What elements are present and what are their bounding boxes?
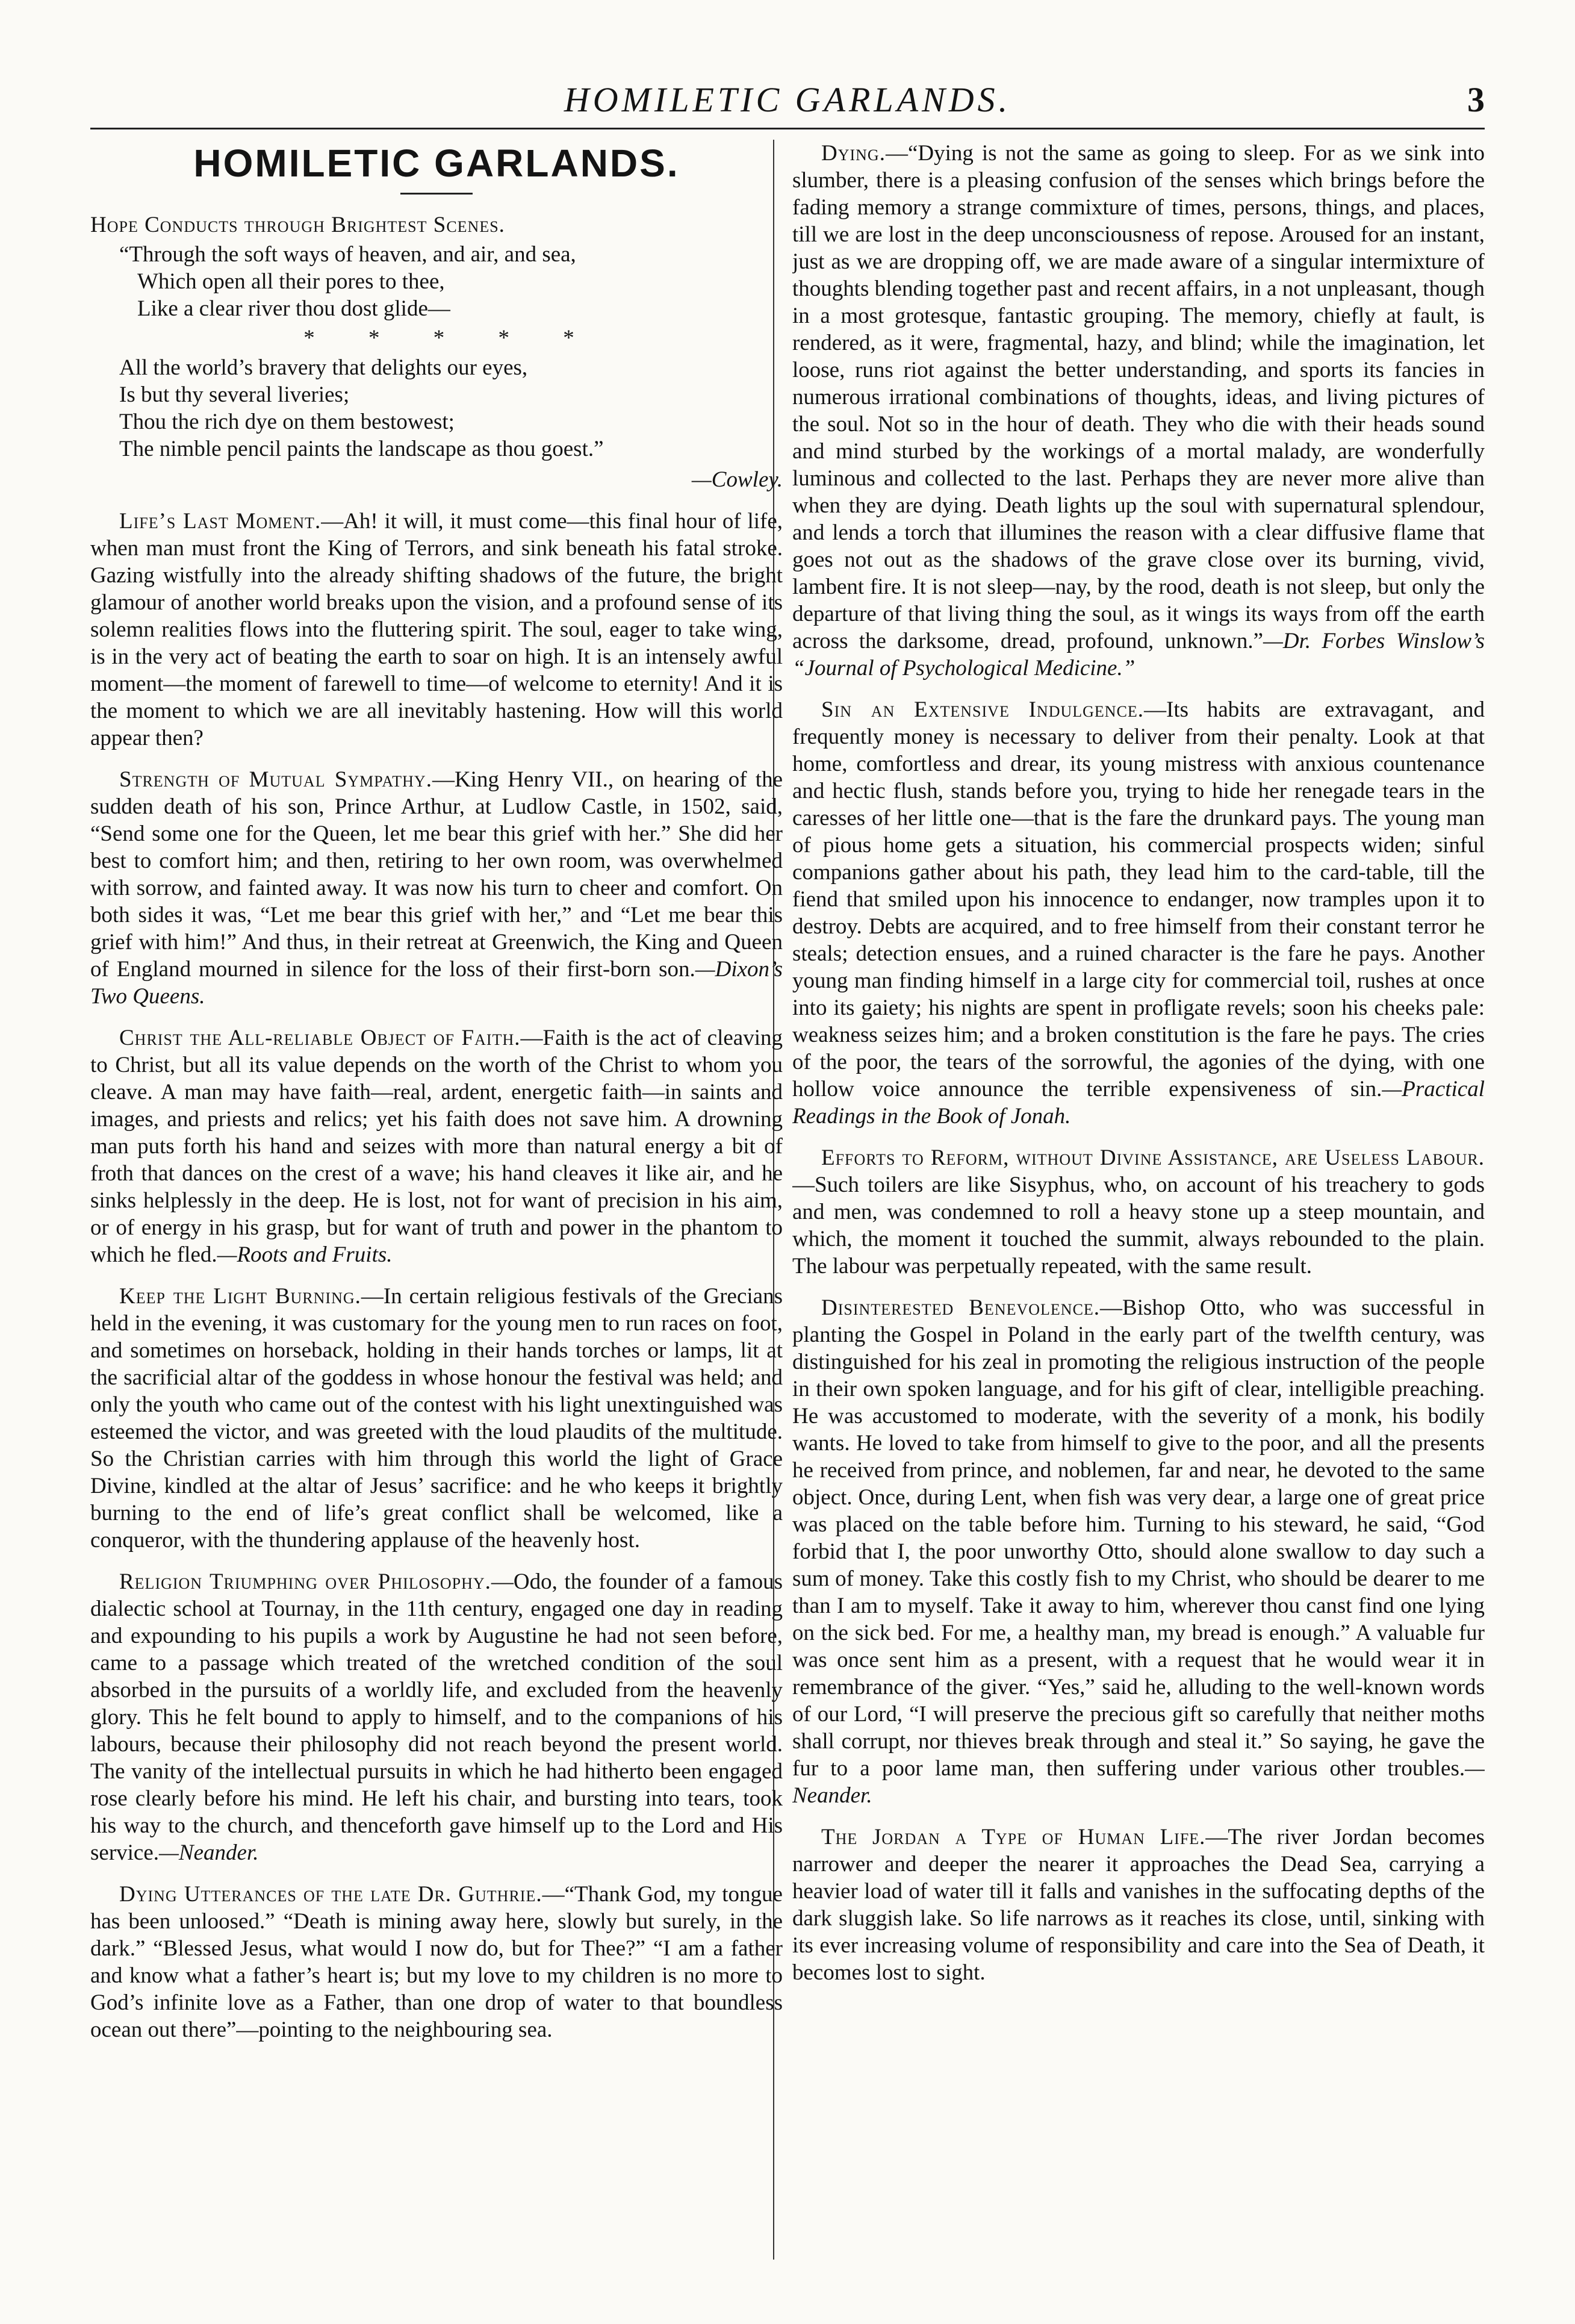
poem-line: Thou the rich dye on them bestowest;	[119, 410, 455, 434]
entry-citation: —Dixon’s Two Queens.	[90, 957, 783, 1009]
entry-text: —Its habits are extravagant, and frequently money is necessary to deliver from their penalty. Look at that home, comfortless and drear, its young mistress with anxious countenance and hectic flush, stands before you, trying to hide her renegade tears in the caresses of her little one—that is the fare the drunkard pays. The young man of pious home gets a situation, his commercial prospects widen; sinful companions gather about his path, they lead him to the card-table, till the fiend that smiled upon his innocence to endanger, now tramples upon it to destroy. Debts are acquired, and to free himself from their constant terror he steals; detection ensues, and a ruined character is the fare he pays. Another young man finding himself in a large city for commercial toil, rushes at once into its gaiety; his nights are spent in profligate revels; soon his cheeks pale: weakness seizes him; and a broken constitution is the fare he pays. The cries of the poor, the tears of the sorrowful, the agonies of the dying, with one hollow voice announce the terrible expensiveness of sin.	[792, 697, 1485, 1101]
poem-body	[119, 241, 783, 463]
page-number: 3	[1467, 80, 1485, 119]
entry-keep-the-light-burning	[90, 1283, 783, 1554]
entry-citation: —Dr. Forbes Winslow’s “Journal of Psychological Medicine.”	[792, 629, 1485, 681]
entry-text: —Such toilers are like Sisyphus, who, on account of his treachery to gods and men, was condemned to roll a heavy stone up a steep mountain, and which, the moment it touched the summit, always rebounded to the plain. The labour was perpetually repeated, with the same result.	[792, 1173, 1485, 1279]
entry-mutual-sympathy	[90, 766, 783, 1010]
entry-heading: Life’s Last Moment.	[119, 509, 322, 534]
poem-line: “Through the soft ways of heaven, and air, and sea,	[119, 242, 576, 267]
entry-heading: Efforts to Reform, without Divine Assistance, are Useless Labour.	[821, 1145, 1485, 1170]
entry-heading: Sin an Extensive Indulgence.	[821, 697, 1145, 722]
entry-heading: Dying Utterances of the late Dr. Guthrie.	[119, 1882, 542, 1907]
entry-dying	[792, 140, 1485, 682]
entry-citation: —Neander.	[159, 1840, 259, 1865]
entry-heading: Strength of Mutual Sympathy.	[119, 767, 432, 792]
entry-text: —Odo, the founder of a famous dialectic school at Tournay, in the 11th century, engaged one day in reading and expounding to his pupils a work by Augustine he had not seen before, came to a passage which treated of the wretched condition of the soul absorbed in the pursuits of a worldly life, and excluded from the heavenly glory. This he felt bound to apply to himself, and to the companions of his labours, because their philosophy did not reach beyond the present world. The vanity of the intellectual pursuits in which he had hitherto been engaged rose clearly before his mind. He left his chair, and bursting into tears, took his way to the church, and thenceforth gave himself up to the Lord and His service.	[90, 1569, 783, 1865]
entry-christ-object-of-faith	[90, 1024, 783, 1268]
entry-heading: Religion Triumphing over Philosophy.	[119, 1569, 491, 1594]
right-column	[792, 140, 1485, 2272]
entry-religion-over-philosophy	[90, 1568, 783, 1866]
poem-entry	[90, 211, 783, 493]
left-column	[90, 140, 783, 2272]
entry-text: —“Thank God, my tongue has been unloosed.” “Death is mining away here, slowly but surely, in the dark.” “Blessed Jesus, what would I now do, but for Thee?” “I am a father and know what a father’s heart is; but my love to my children is no more to God’s infinite love as a Father, than one drop of water to that boundless ocean out there”—pointing to the neighbouring sea.	[90, 1882, 783, 2042]
poem-line: All the world’s bravery that delights our eyes,	[119, 355, 528, 380]
poem-line: The nimble pencil paints the landscape as thou goest.”	[119, 437, 604, 461]
entry-citation: —Roots and Fruits.	[217, 1242, 393, 1267]
masthead-title: HOMILETIC GARLANDS.	[193, 142, 680, 185]
entry-text: —Faith is the act of cleaving to Christ, but all its value depends on the worth of the Christ to whom you cleave. A man may have faith—real, ardent, energetic faith—in saints and images, and priests and relics; yet his faith does not save him. A drowning man puts forth his hand and seizes with more than natural energy a bit of froth that dances on the crest of a wave; his hand cleaves it like air, and he sinks helplessly in the deep. He is lost, not for want of precision in his aim, or of energy in his grasp, but for want of truth and power in the phantom to which he fled.	[90, 1026, 783, 1267]
poem-line: Is but thy several liveries;	[119, 382, 350, 407]
entry-text: —King Henry VII., on hearing of the sudden death of his son, Prince Arthur, at Ludlow Castle, in 1502, said, “Send some one for the Queen, let me bear this grief with her.” She did her best to comfort him; and then, retiring to her own room, was overwhelmed with sorrow, and fainted away. It was now his turn to cheer and comfort. On both sides it was, “Let me bear this grief with her,” and “Let me bear this grief with him!” And thus, in their retreat at Greenwich, the King and Queen of England mourned in silence for the loss of their first-born son.	[90, 767, 783, 982]
entry-text: —Ah! it will, it must come—this final hour of life, when man must front the King of Terrors, and sink beneath his fatal stroke. Gazing wistfully into the already shifting shadows of the future, the bright glamour of another world breaks upon the vision, and a profound sense of its solemn realities flows into the fluttering spirit. The soul, eager to take wing, is in the very act of beating the earth to soar on high. It is an intensely awful moment—the moment of farewell to time—of welcome to eternity! And it is the moment to which we are all inevitably hastening. How will this world appear then?	[90, 509, 783, 750]
entry-heading: Dying.	[821, 141, 886, 166]
entry-text: —“Dying is not the same as going to sleep. For as we sink into slumber, there is a pleasing confusion of the senses which brings before the fading memory a strange commixture of times, persons, things, and places, till we are lost in the deep unconsciousness of repose. Aroused for an instant, just as we are dropping off, we are made aware of a singular intermixture of thoughts blending together past and recent affairs, in a not unpleasant, though in a most grotesque, fantastic grouping. The memory, chiefly at fault, is rendered, as it were, fragmental, hazy, and blind; while the imagination, let loose, runs riot against the better understanding, and sports its fancies in numerous irrational combinations of thoughts, ideas, and living pictures of the soul. Not so in the hour of death. They who die with their heads sound and mind sturbed by the workings of a mortal malady, are wonderfully luminous and collected to the last. Perhaps they are never more alive than when they are dying. Death lights up the soul with supernatural splendour, and lends a torch that illumines the reason with a clear diffusive flame that goes not out as the shadows of the grave close over its burning, vivid, lambent fire. It is not sleep—nay, by the rood, death is not sleep, but only the departure of that living thing the soul, as it wings its ways from off the earth across the darksome, dread, profound, unknown.”	[792, 141, 1485, 653]
masthead-rule	[400, 193, 473, 195]
entry-text: —The river Jordan becomes narrower and deeper the nearer it approaches the Dead Sea, carrying a heavier load of water till it falls and vanishes in the suffocating depths of the dark sluggish lake. So life narrows as it reaches its close, until, sinking with its ever increasing volume of responsibility and care into the Sea of Death, it becomes lost to sight.	[792, 1825, 1485, 1985]
running-title: HOMILETIC GARLANDS.	[564, 80, 1011, 119]
entry-heading: The Jordan a Type of Human Life.	[821, 1825, 1206, 1849]
poem-line: Like a clear river thou dost glide—	[137, 296, 450, 321]
poem-attribution: —Cowley.	[691, 467, 783, 492]
entry-heading: Hope Conducts through Brightest Scenes.	[90, 213, 505, 237]
entry-sin-extensive-indulgence	[792, 696, 1485, 1130]
entry-heading: Disinterested Benevolence.	[821, 1295, 1101, 1320]
entry-text: —In certain religious festivals of the Grecians held in the evening, it was customary for the young men to run races on foot, and sometimes on horseback, holding in their hands torches or lamps, lit at the sacrificial altar of the goddess in whose honour the festival was held; and only the youth who came out of the contest with his light unextinguished was esteemed the victor, and was greeted with the loud plaudits of the multitude. So the Christian carries with him through this world the light of Grace Divine, kindled at the altar of Jesus’ sacrifice: and he who keeps it brightly burning to the end of life’s great conflict shall be welcomed, like a conqueror, with the thundering applause of the heavenly host.	[90, 1284, 783, 1553]
running-header	[90, 79, 1485, 129]
entry-efforts-to-reform	[792, 1144, 1485, 1280]
entry-disinterested-benevolence	[792, 1294, 1485, 1809]
entry-text: —Bishop Otto, who was successful in planting the Gospel in Poland in the early part of the twelfth century, was distinguished for his zeal in promoting the religious instruction of the people in their own spoken language, and for his gift of clear, intelligible preaching. He was accustomed to moderate, with the severity of a monk, his bodily wants. He loved to take from himself to give to the poor, and all the presents he received from prince, and noblemen, far and near, he devoted to the same object. Once, during Lent, when fish was very dear, a large one of great price was placed on the table before him. Turning to his steward, he said, “God forbid that I, the poor unworthy Otto, should alone swallow to day such a sum of money. Take this costly fish to my Christ, who should be dearer to me than I am to myself. Take it away to him, wherever thou canst find one lying on the sick bed. For me, a healthy man, my bread is enough.” A valuable fur was once sent him as a present, with a request that he would wear it in remembrance of the giver. “Yes,” said he, alluding to the well-known words of our Lord, “I will preserve the precious gift so carefully that neither moths shall corrupt, nor thieves break through and steal it.” So saying, he gave the fur to a poor lame man, then suffering under various other troubles.	[792, 1295, 1485, 1781]
poem-stars: * * * * *	[303, 326, 598, 350]
entry-lifes-last-moment	[90, 508, 783, 752]
entry-heading: Christ the All-reliable Object of Faith.	[119, 1026, 521, 1050]
entry-citation: —Practical Readings in the Book of Jonah.	[792, 1077, 1485, 1129]
entry-dying-utterances-guthrie	[90, 1881, 783, 2043]
entry-heading: Keep the Light Burning.	[119, 1284, 361, 1309]
entry-citation: —Neander.	[792, 1756, 1485, 1808]
poem-line: Which open all their pores to thee,	[137, 269, 445, 294]
entry-jordan-type-of-life	[792, 1824, 1485, 1986]
